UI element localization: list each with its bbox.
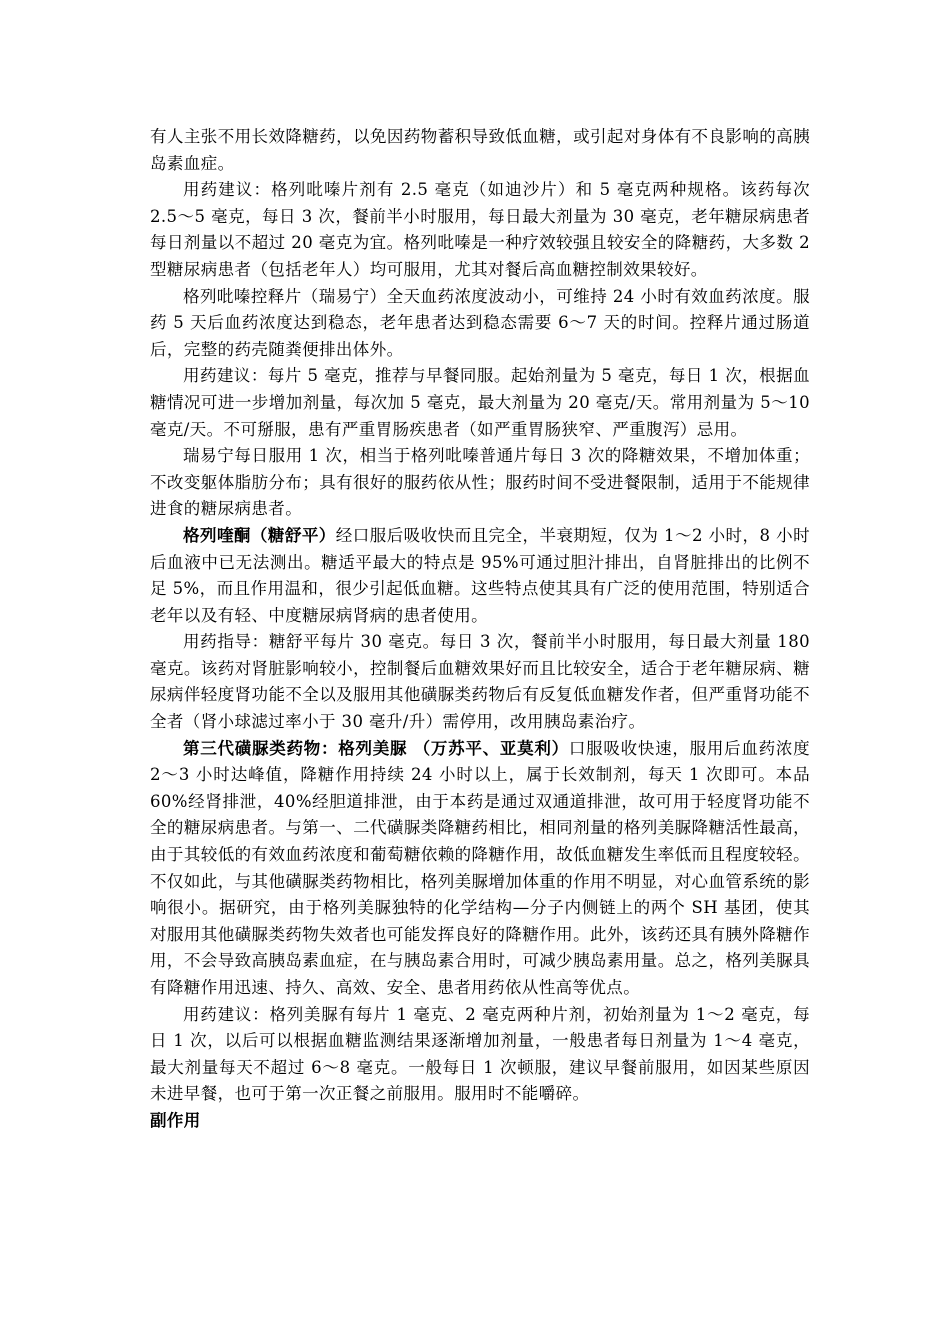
paragraph-ruiyining-benefits: 瑞易宁每日服用 1 次，相当于格列吡嗪普通片每日 3 次的降糖效果，不增加体重；不改变躯体脂肪分布；具有很好的服药依从性；服药时间不受进餐限制，适用于不能规律进食的糖尿病患者。 (150, 446, 810, 519)
gliquidone-title: 格列喹酮（糖舒平） (183, 525, 336, 545)
paragraph-gliquidone-dosage: 用药指导：糖舒平每片 30 毫克。每日 3 次，餐前半小时服用，每日最大剂量 180 毫克。该药对肾脏影响较小，控制餐后血糖效果好而且比较安全，适合于老年糖尿病、糖尿病伴轻度肾功能不全以及服用其他磺脲类药物后有反复低血糖发作者，但严重肾功能不全者（肾小球滤过率小于 30 毫升/升）需停用，改用胰岛素治疗。 (150, 632, 810, 732)
paragraph-glipizide-controlled-release: 格列吡嗪控释片（瑞易宁）全天血药浓度波动小，可维持 24 小时有效血药浓度。服药 5 天后血药浓度达到稳态，老年患者达到稳态需要 6～7 天的时间。控释片通过肠道后，完整的药壳随粪便排出体外。 (150, 286, 810, 359)
glimepiride-title: 第三代磺脲类药物：格列美脲 （万苏平、亚莫利） (183, 738, 569, 758)
paragraph-gliquidone (150, 523, 810, 629)
document-page (150, 124, 810, 1135)
paragraph-glimepiride (150, 736, 810, 1002)
section-heading-side-effects: 副作用 (150, 1110, 201, 1130)
paragraph-intro: 有人主张不用长效降糖药，以免因药物蓄积导致低血糖，或引起对身体有不良影响的高胰岛素血症。 (150, 127, 810, 173)
glimepiride-text: 口服吸收快速，服用后血药浓度 2～3 小时达峰值，降糖作用持续 24 小时以上，属于长效制剂，每天 1 次即可。本品 60%经肾排泄，40%经胆道排泄，由于本药是通过双通道排泄，故可用于轻度肾功能不全的糖尿病患者。与第一、二代磺脲类降糖药相比，相同剂量的格列美脲降糖活性最高，由于其较低的有效血药浓度和葡萄糖依赖的降糖作用，故低血糖发生率低而且程度较轻。不仅如此，与其他磺脲类药物相比，格列美脲增加体重的作用不明显，对心血管系统的影响很小。据研究，由于格列美脲独特的化学结构—分子内侧链上的两个 SH 基团，使其对服用其他磺脲类药物失效者也可能发挥良好的降糖作用。此外，该药还具有胰外降糖作用，不会导致高胰岛素血症，在与胰岛素合用时，可减少胰岛素用量。总之，格列美脲具有降糖作用迅速、持久、高效、安全、患者用药依从性高等优点。 (150, 738, 810, 997)
paragraph-glipizide-dosage: 用药建议：格列吡嗪片剂有 2.5 毫克（如迪沙片）和 5 毫克两种规格。该药每次 2.5～5 毫克，每日 3 次，餐前半小时服用，每日最大剂量为 30 毫克，老年糖尿病患者每日剂量以不超过 20 毫克为宜。格列吡嗪是一种疗效较强且较安全的降糖药，大多数 2 型糖尿病患者（包括老年人）均可服用，尤其对餐后高血糖控制效果较好。 (150, 180, 810, 279)
paragraph-controlled-release-dosage: 用药建议：每片 5 毫克，推荐与早餐同服。起始剂量为 5 毫克，每日 1 次，根据血糖情况可进一步增加剂量，每次加 5 毫克，最大剂量为 20 毫克/天。常用剂量为 5～10 毫克/天。不可掰服，患有严重胃肠疾患者（如严重胃肠狭窄、严重腹泻）忌用。 (150, 366, 810, 439)
gliquidone-text: 经口服后吸收快而且完全，半衰期短，仅为 1～2 小时，8 小时后血液中已无法测出。糖适平最大的特点是 95%可通过胆汁排出，自肾脏排出的比例不足 5%，而且作用温和，很少引起低血糖。这些特点使其具有广泛的使用范围，特别适合老年以及有轻、中度糖尿病肾病的患者使用。 (150, 525, 810, 625)
paragraph-glimepiride-dosage: 用药建议：格列美脲有每片 1 毫克、2 毫克两种片剂，初始剂量为 1～2 毫克，每日 1 次，以后可以根据血糖监测结果逐渐增加剂量，一般患者每日剂量为 1～4 毫克，最大剂量每天不超过 6～8 毫克。一般每日 1 次顿服，建议早餐前服用，如因某些原因未进早餐，也可于第一次正餐之前服用。服用时不能嚼碎。 (150, 1004, 810, 1104)
